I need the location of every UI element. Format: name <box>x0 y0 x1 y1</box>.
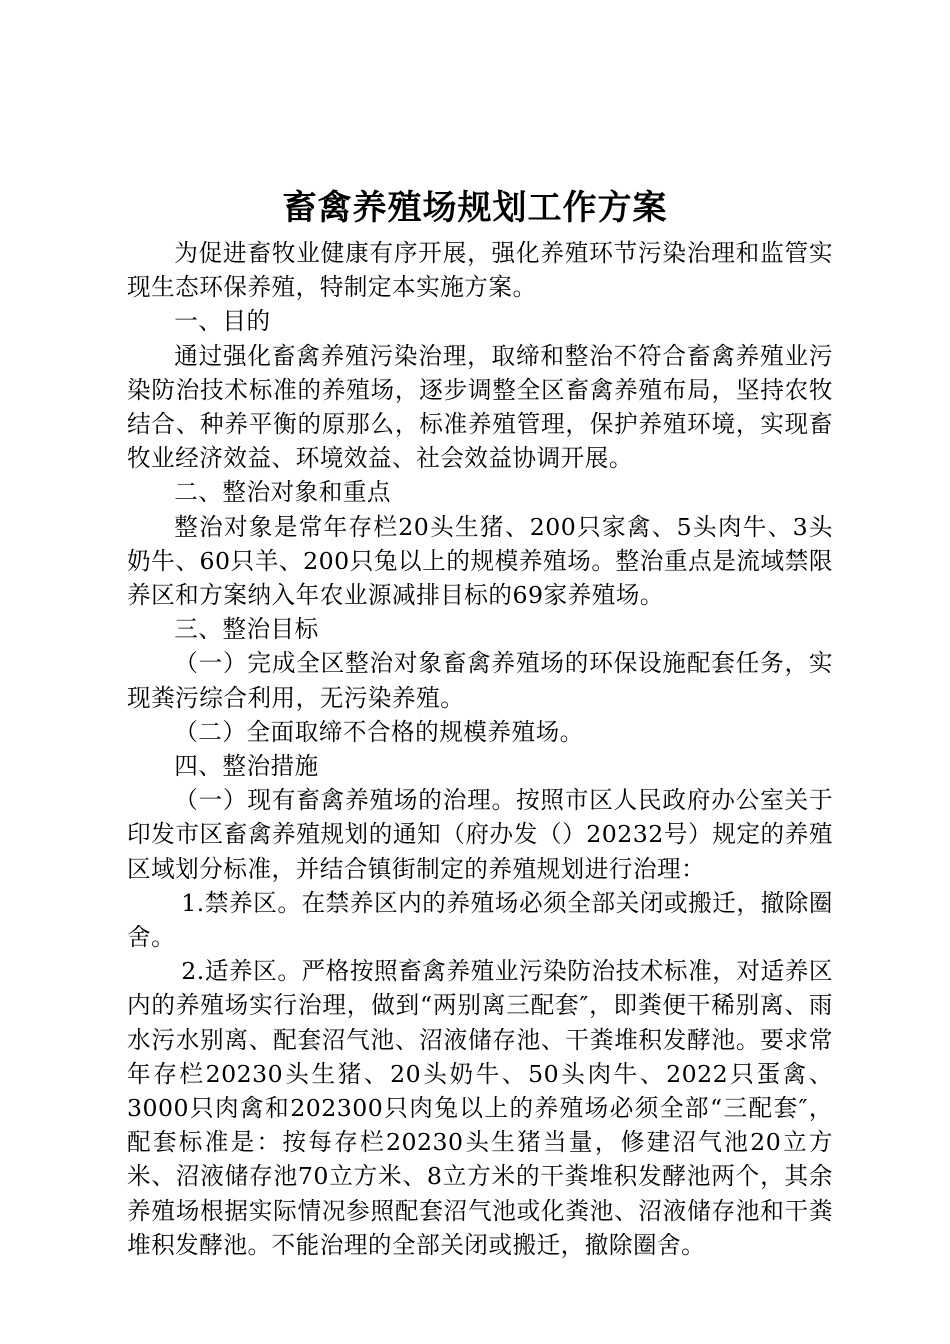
measure-subitem-suitable-zone: 2.适养区。严格按照畜禽养殖业污染防治技术标准，对适养区内的养殖场实行治理，做到“两别离三配套″，即粪便干稀别离、雨水污水别离、配套沼气池、沼液储存池、干粪堆积发酵池。要求常年存栏20230头生猪、20头奶牛、50头肉牛、2022只蛋禽、3000只肉禽和202300只肉兔以上的养殖场必须全部“三配套″，配套标准是：按每存栏20230头生猪当量，修建沼气池20立方米、沼液储存池70立方米、8立方米的干粪堆积发酵池两个，其余养殖场根据实际情况参照配套沼气池或化粪池、沼液储存池和干粪堆积发酵池。不能治理的全部关闭或搬迁，撤除圈舍。 <box>127 957 833 1259</box>
section-heading-goals: 三、整治目标 <box>174 615 319 644</box>
section-heading-measures: 四、整治措施 <box>174 752 319 781</box>
goal-item-1: （一）完成全区整治对象畜禽养殖场的环保设施配套任务，实现粪污综合利用，无污染养殖。 <box>127 649 833 712</box>
section-heading-targets: 二、整治对象和重点 <box>174 478 392 507</box>
document-title: 畜禽养殖场规划工作方案 <box>282 188 668 228</box>
measure-item-1: （一）现有畜禽养殖场的治理。按照市区人民政府办公室关于印发市区畜禽养殖规划的通知（府办发（）20232号）规定的养殖区域划分标准，并结合镇街制定的养殖规划进行治理： <box>127 786 833 883</box>
targets-paragraph: 整治对象是常年存栏20头生猪、200只家禽、5头肉牛、3头奶牛、60只羊、200只兔以上的规模养殖场。整治重点是流域禁限养区和方案纳入年农业源减排目标的69家养殖场。 <box>127 512 833 610</box>
purpose-paragraph: 通过强化畜禽养殖污染治理，取缔和整治不符合畜禽养殖业污染防治技术标准的养殖场，逐步调整全区畜禽养殖布局，坚持农牧结合、种养平衡的原那么，标准养殖管理，保护养殖环境，实现畜牧业经济效益、环境效益、社会效益协调开展。 <box>127 341 833 473</box>
goal-item-2: （二）全面取缔不合格的规模养殖场。 <box>174 717 584 746</box>
measure-subitem-forbidden-zone: 1.禁养区。在禁养区内的养殖场必须全部关闭或搬迁，撤除圈舍。 <box>127 888 833 952</box>
section-heading-purpose: 一、目的 <box>174 307 271 336</box>
intro-paragraph: 为促进畜牧业健康有序开展，强化养殖环节污染治理和监管实现生态环保养殖，特制定本实施方案。 <box>127 239 833 302</box>
document-body <box>127 236 833 1262</box>
